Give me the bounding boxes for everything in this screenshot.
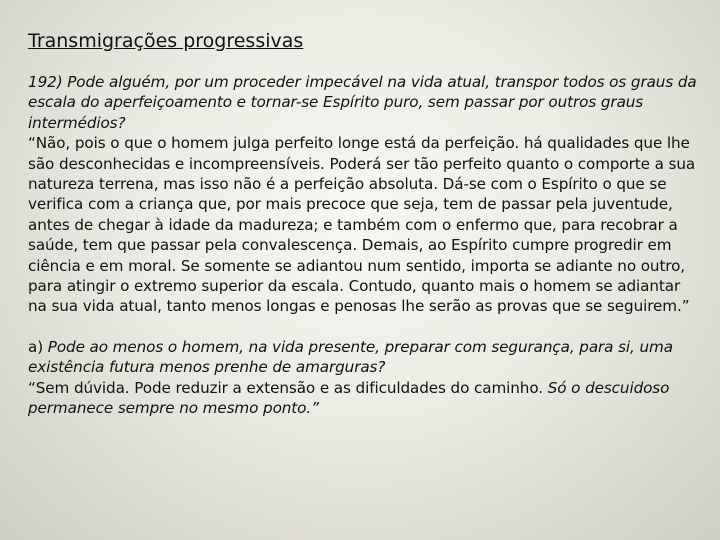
question-a-text: Pode ao menos o homem, na vida presente, preparar com segurança, para si, uma existência futura menos prenhe de amarguras? — [28, 337, 673, 377]
question-a-label: a) — [28, 337, 44, 356]
answer-a — [28, 378, 698, 419]
answer-a-end: Só o descuidoso permanece sempre no mesmo ponto.” — [28, 378, 670, 418]
page-title: Transmigrações progressivas — [28, 30, 304, 52]
slide-content — [28, 28, 698, 419]
question-a — [28, 337, 698, 378]
answer-a-start: “Sem dúvida. Pode reduzir a extensão e as dificuldades do caminho. — [28, 378, 543, 397]
question-192: 192) Pode alguém, por um proceder impecável na vida atual, transpor todos os graus da escala do aperfeiçoamento e tornar-se Espírito puro, sem passar por outros graus intermédios? — [28, 73, 697, 132]
answer-192: “Não, pois o que o homem julga perfeito longe está da perfeição. há qualidades que lhe são desconhecidas e incompreensíveis. Poderá ser tão perfeito quanto o comporte a sua natureza terrena, mas isso não é a perfeição absoluta. Dá-se com o Espírito o que se verifica com a criança que, por mais precoce que seja, tem de passar pela juventude, antes de chegar à idade da madureza; e também com o enfermo que, para recobrar a saúde, tem que passar pela convalescença. Demais, ao Espírito cumpre progredir em ciência e em moral. Se somente se adiantou num sentido, importa se adiante no outro, para atingir o extremo superior da escala. Contudo, quanto mais o homem se adiantar na sua vida atual, tanto menos longas e penosas lhe serão as provas que se seguirem.” — [28, 134, 696, 316]
spacer — [28, 317, 698, 337]
